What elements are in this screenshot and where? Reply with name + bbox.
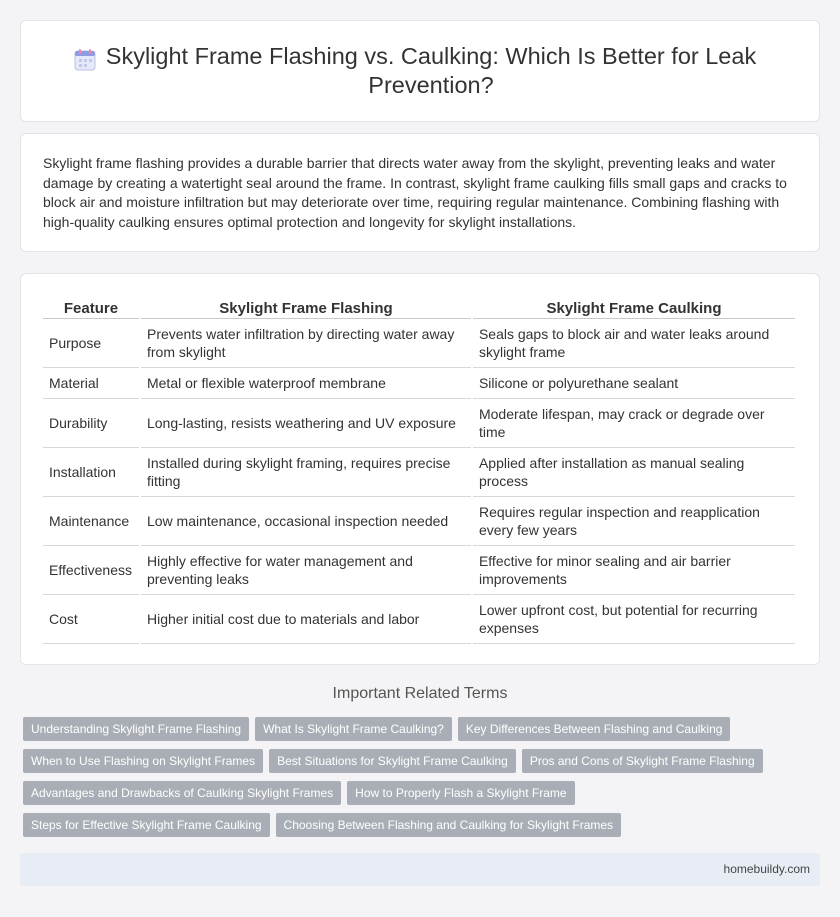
footer [20, 853, 820, 886]
related-term-tag[interactable]: Choosing Between Flashing and Caulking for Skylight Frames [276, 813, 622, 837]
title-card [20, 20, 820, 122]
header-flashing: Skylight Frame Flashing [141, 296, 471, 319]
page-title: Skylight Frame Flashing vs. Caulking: Which Is Better for Leak Prevention? [105, 43, 757, 98]
tag-row [23, 813, 803, 837]
related-terms-list [23, 717, 803, 845]
caulking-cell: Lower upfront cost, but potential for recurring expenses [473, 595, 795, 644]
feature-cell: Cost [43, 595, 139, 644]
table-row [43, 399, 795, 448]
tag-row [23, 717, 803, 741]
table-row [43, 546, 795, 595]
intro-card [20, 133, 820, 252]
table-row [43, 497, 795, 546]
caulking-cell: Seals gaps to block air and water leaks around skylight frame [473, 319, 795, 368]
caulking-cell: Requires regular inspection and reapplication every few years [473, 497, 795, 546]
flashing-cell: Long-lasting, resists weathering and UV exposure [141, 399, 471, 448]
table-row [43, 368, 795, 399]
feature-cell: Maintenance [43, 497, 139, 546]
related-term-tag[interactable]: Best Situations for Skylight Frame Caulking [269, 749, 516, 773]
tag-row [23, 781, 803, 805]
table-row [43, 595, 795, 644]
comparison-card [20, 273, 820, 665]
related-term-tag[interactable]: Advantages and Drawbacks of Caulking Skylight Frames [23, 781, 341, 805]
table-row [43, 448, 795, 497]
tag-row [23, 749, 803, 773]
related-term-tag[interactable]: When to Use Flashing on Skylight Frames [23, 749, 263, 773]
flashing-cell: Metal or flexible waterproof membrane [141, 368, 471, 399]
intro-paragraph: Skylight frame flashing provides a durable barrier that directs water away from the skylight, preventing leaks and water damage by creating a watertight seal around the frame. In contrast, skylight frame caulking fills small gaps and cracks to block air and moisture infiltration but may deteriorate over time, requiring regular maintenance. Combining flashing with high-quality caulking ensures optimal protection and longevity for skylight installations. [43, 155, 787, 230]
feature-cell: Effectiveness [43, 546, 139, 595]
flashing-cell: Highly effective for water management and preventing leaks [141, 546, 471, 595]
header-feature: Feature [43, 296, 139, 319]
table-header-row [43, 296, 795, 319]
flashing-cell: Installed during skylight framing, requires precise fitting [141, 448, 471, 497]
related-term-tag[interactable]: Pros and Cons of Skylight Frame Flashing [522, 749, 763, 773]
table-row [43, 319, 795, 368]
feature-cell: Material [43, 368, 139, 399]
comparison-table [41, 296, 797, 644]
related-term-tag[interactable]: Understanding Skylight Frame Flashing [23, 717, 249, 741]
flashing-cell: Higher initial cost due to materials and labor [141, 595, 471, 644]
caulking-cell: Effective for minor sealing and air barrier improvements [473, 546, 795, 595]
related-terms-heading: Important Related Terms [332, 685, 508, 702]
footer-site-link[interactable]: homebuildy.com [723, 862, 810, 876]
related-term-tag[interactable]: Steps for Effective Skylight Frame Caulking [23, 813, 270, 837]
feature-cell: Installation [43, 448, 139, 497]
flashing-cell: Low maintenance, occasional inspection needed [141, 497, 471, 546]
related-term-tag[interactable]: How to Properly Flash a Skylight Frame [347, 781, 574, 805]
feature-cell: Durability [43, 399, 139, 448]
caulking-cell: Silicone or polyurethane sealant [473, 368, 795, 399]
feature-cell: Purpose [43, 319, 139, 368]
header-caulking: Skylight Frame Caulking [473, 296, 795, 319]
related-term-tag[interactable]: What Is Skylight Frame Caulking? [255, 717, 452, 741]
related-term-tag[interactable]: Key Differences Between Flashing and Caulking [458, 717, 731, 741]
flashing-cell: Prevents water infiltration by directing water away from skylight [141, 319, 471, 368]
caulking-cell: Moderate lifespan, may crack or degrade over time [473, 399, 795, 448]
caulking-cell: Applied after installation as manual sealing process [473, 448, 795, 497]
